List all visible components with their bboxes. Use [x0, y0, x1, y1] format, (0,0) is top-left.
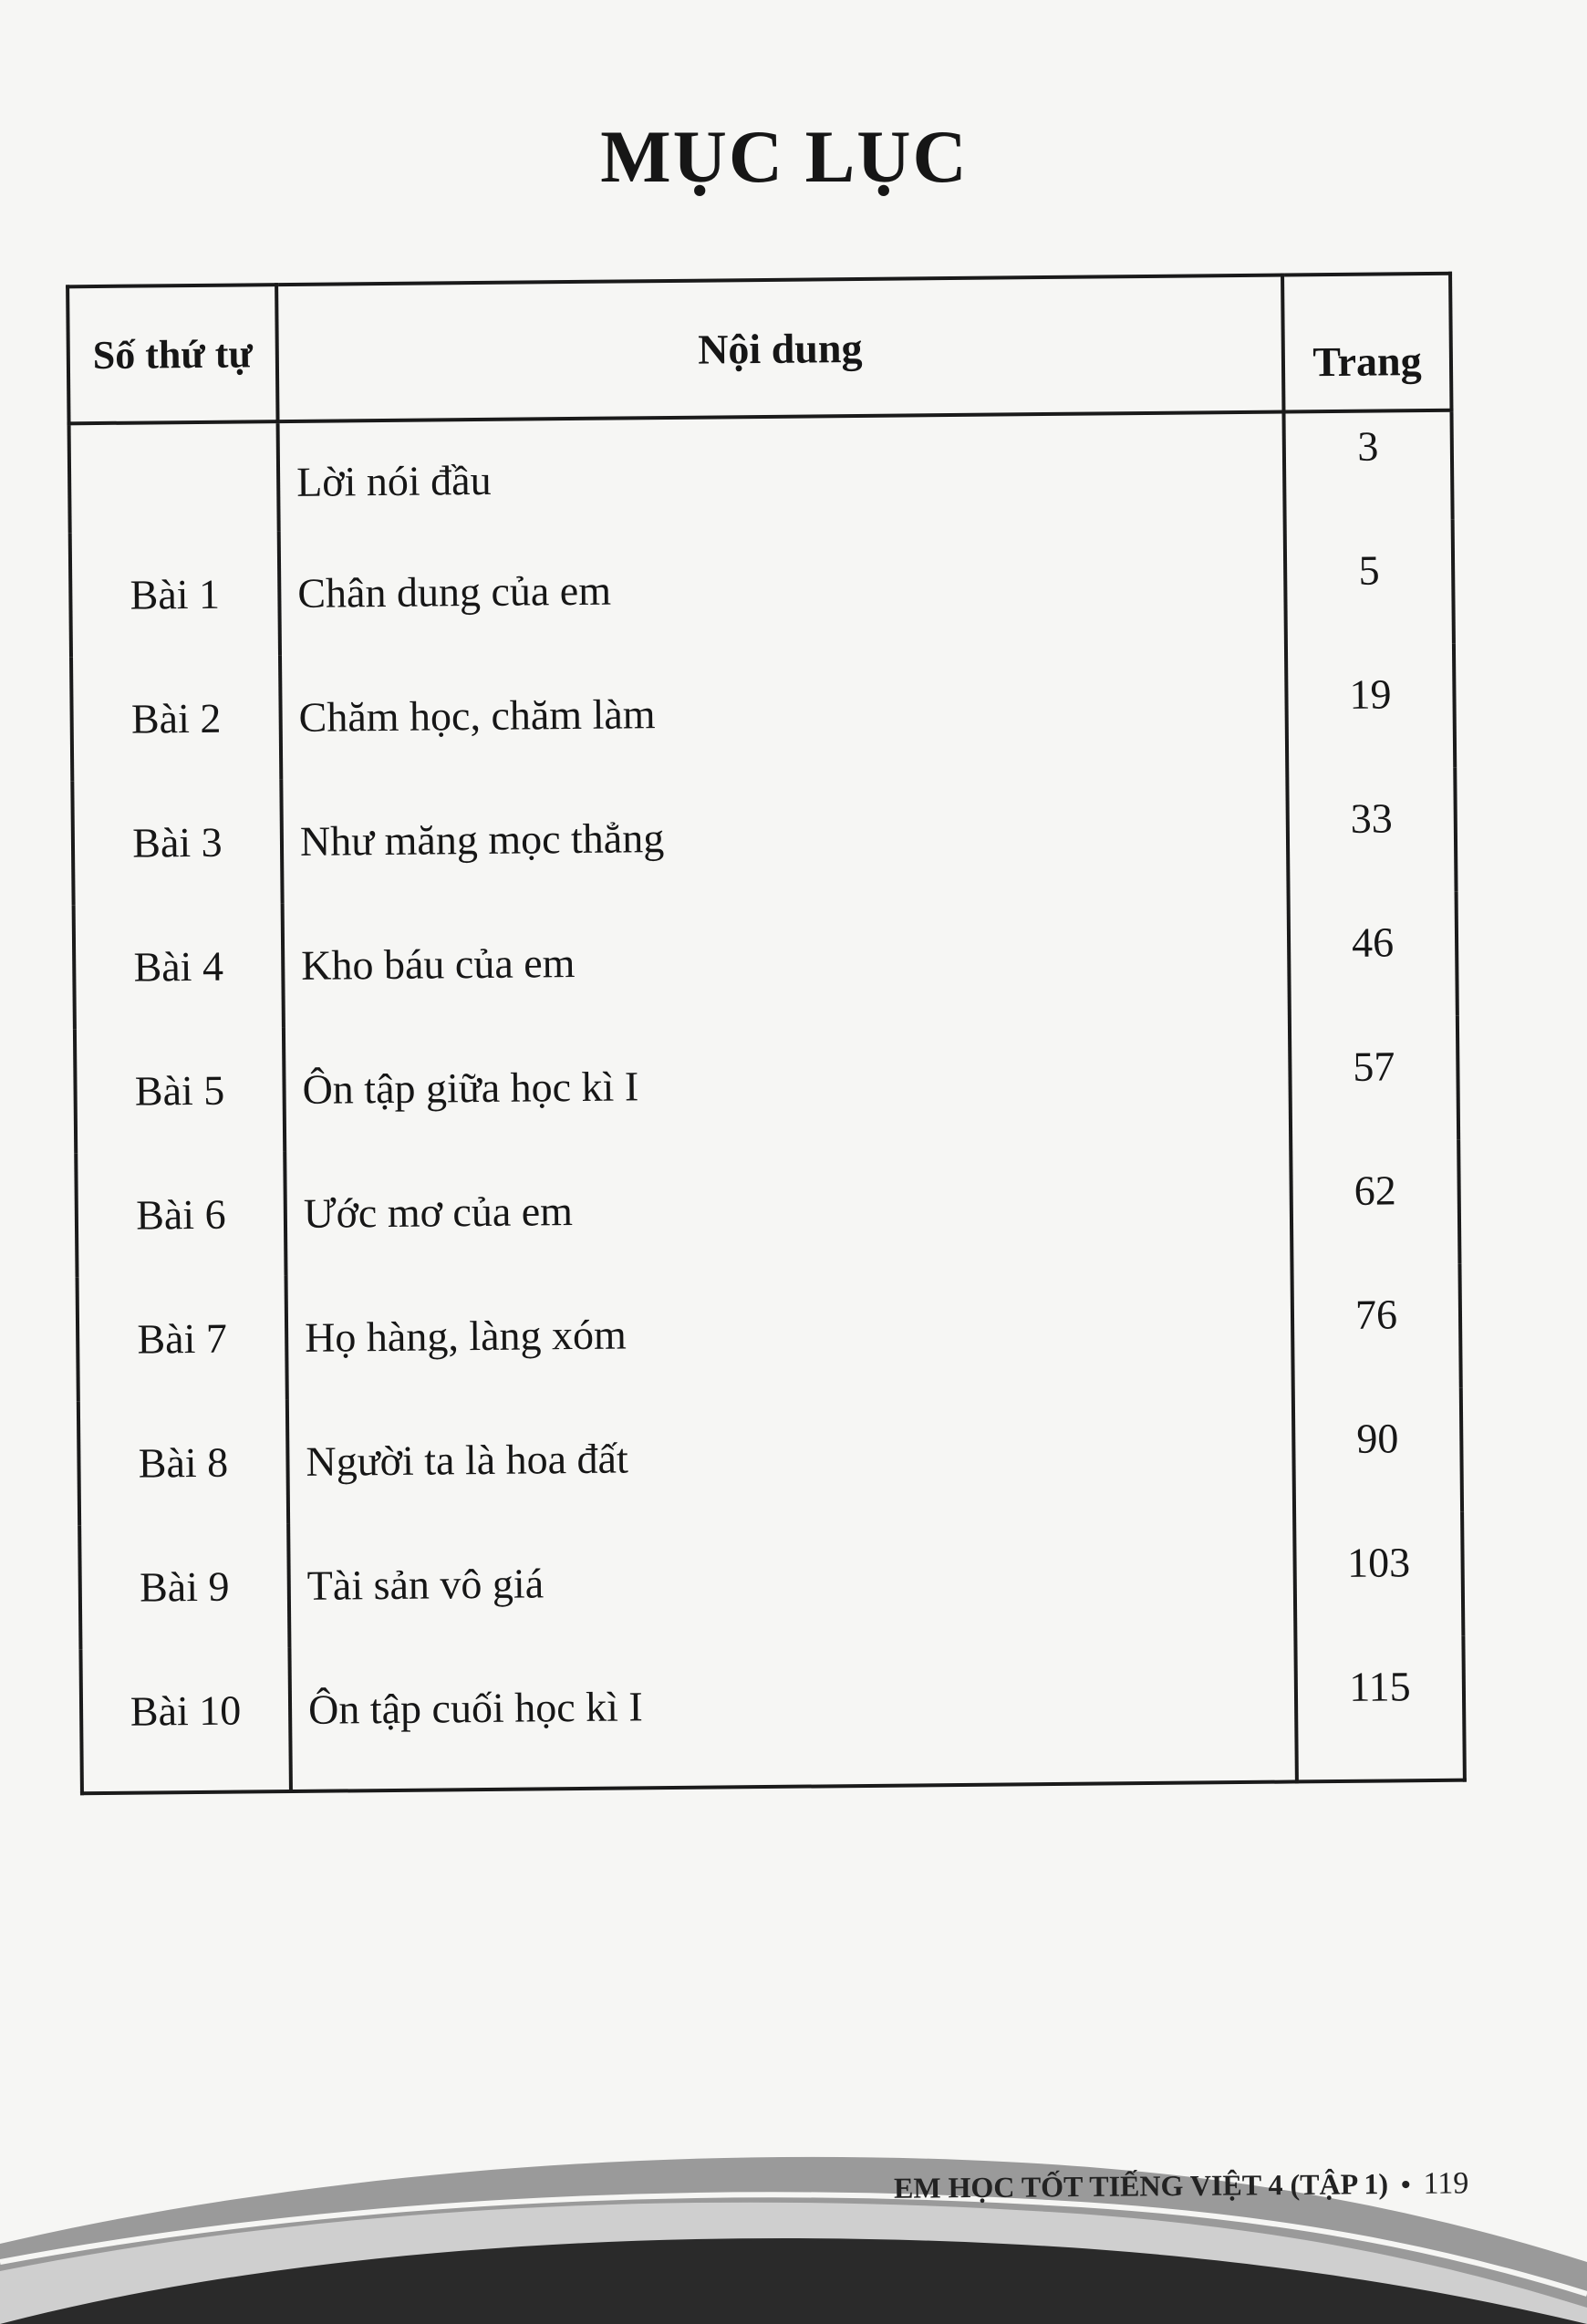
lesson-number: Bài 9: [79, 1523, 289, 1649]
lesson-title: Chân dung của em: [279, 522, 1286, 656]
lesson-page: 90: [1293, 1388, 1462, 1514]
lesson-number: Bài 5: [75, 1027, 285, 1153]
table-of-contents: [66, 272, 1467, 1796]
bullet-separator: •: [1400, 2169, 1411, 2200]
lesson-number: Bài 7: [78, 1275, 287, 1401]
table-row: [71, 644, 1455, 782]
header-content: Nội dung: [276, 275, 1283, 422]
page-footer: [894, 2166, 1478, 2206]
lesson-title: Người ta là hoa đất: [287, 1389, 1294, 1523]
lesson-number: Bài 6: [76, 1151, 285, 1277]
lesson-number: [69, 421, 279, 533]
book-title: EM HỌC TỐT TIẾNG VIỆT 4 (TẬP 1): [893, 2167, 1389, 2205]
lesson-title: Ôn tập giữa học kì I: [284, 1017, 1291, 1151]
lesson-number: Bài 3: [72, 779, 282, 905]
lesson-page: 57: [1290, 1016, 1458, 1142]
lesson-title: Tài sản vô giá: [288, 1513, 1295, 1647]
table-row: [80, 1636, 1464, 1794]
lesson-title: Chăm học, chăm làm: [280, 646, 1287, 780]
lesson-page: 33: [1287, 768, 1456, 894]
lesson-page: 19: [1286, 644, 1455, 770]
table-row: [78, 1388, 1462, 1526]
lesson-title: Lời nói đầu: [278, 412, 1285, 532]
lesson-number: Bài 2: [71, 655, 281, 781]
table-row: [75, 1016, 1458, 1154]
lesson-number: Bài 10: [80, 1647, 291, 1793]
table-row: [74, 892, 1457, 1030]
lesson-page: 103: [1294, 1512, 1463, 1638]
lesson-title: Kho báu của em: [283, 893, 1290, 1027]
lesson-page: 5: [1285, 520, 1454, 646]
lesson-title: Họ hàng, làng xóm: [286, 1265, 1293, 1399]
lesson-page: 46: [1289, 892, 1457, 1018]
lesson-page: 3: [1283, 410, 1452, 522]
lesson-page: 62: [1291, 1140, 1459, 1266]
table-row: [78, 1264, 1461, 1402]
table-row: [70, 520, 1454, 658]
lesson-page: 76: [1291, 1264, 1460, 1390]
lesson-page: 115: [1295, 1636, 1465, 1782]
table-header-row: [67, 274, 1451, 424]
table-row: [72, 768, 1456, 906]
lesson-number: Bài 8: [78, 1399, 288, 1525]
decorative-swoosh: [0, 2125, 1587, 2324]
lesson-title: Ước mơ của em: [285, 1141, 1291, 1275]
table-row: [79, 1512, 1463, 1650]
table-row: [69, 410, 1453, 534]
table-row: [76, 1140, 1459, 1278]
page-number: 119: [1423, 2166, 1469, 2201]
lesson-title: Như măng mọc thẳng: [281, 770, 1288, 904]
page-title: MỤC LỤC: [600, 115, 969, 198]
header-page: Trang: [1282, 274, 1451, 412]
lesson-number: Bài 1: [70, 531, 280, 657]
header-number: Số thứ tự: [67, 285, 277, 423]
lesson-title: Ôn tập cuối học kì I: [289, 1637, 1296, 1791]
lesson-number: Bài 4: [74, 903, 284, 1029]
